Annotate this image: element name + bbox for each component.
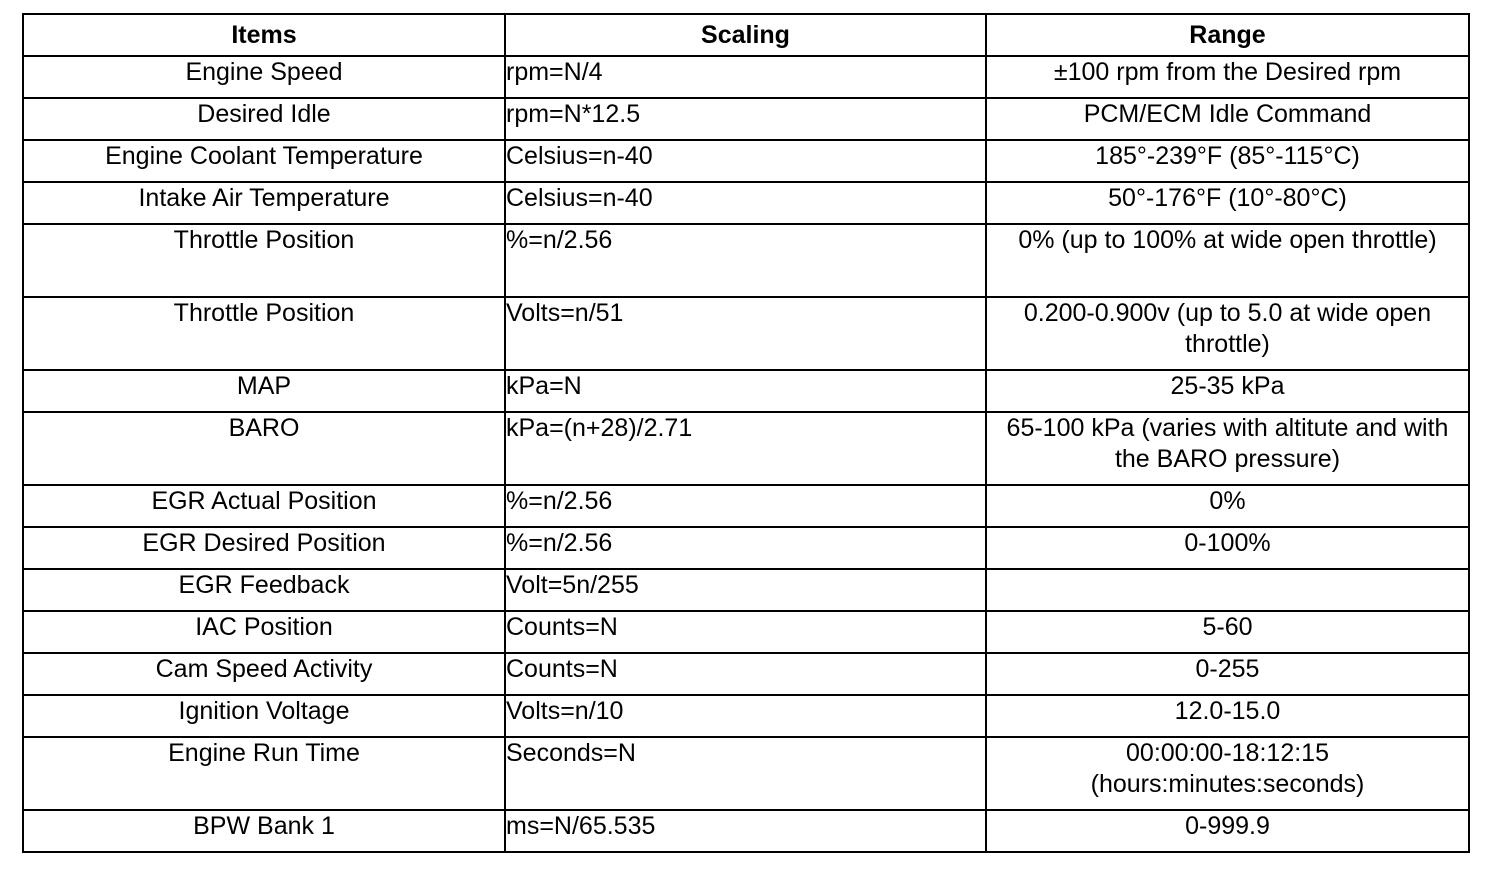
- range-cell: 0.200-0.900v (up to 5.0 at wide open throttle): [986, 297, 1469, 370]
- table-row: [23, 737, 1469, 810]
- scaling-cell: Counts=N: [505, 611, 986, 653]
- range-cell: [986, 569, 1469, 611]
- table-row: [23, 98, 1469, 140]
- scaling-cell: rpm=N*12.5: [505, 98, 986, 140]
- item-cell: Ignition Voltage: [23, 695, 505, 737]
- scaling-cell: Seconds=N: [505, 737, 986, 810]
- table-row: [23, 653, 1469, 695]
- item-cell: Engine Coolant Temperature: [23, 140, 505, 182]
- scaling-cell: Counts=N: [505, 653, 986, 695]
- table-row: [23, 297, 1469, 370]
- range-cell: 185°-239°F (85°-115°C): [986, 140, 1469, 182]
- scaling-cell: Volt=5n/255: [505, 569, 986, 611]
- scaling-cell: Celsius=n-40: [505, 182, 986, 224]
- range-cell: 25-35 kPa: [986, 370, 1469, 412]
- item-cell: Intake Air Temperature: [23, 182, 505, 224]
- scaling-cell: Celsius=n-40: [505, 140, 986, 182]
- table-row: [23, 485, 1469, 527]
- item-cell: BARO: [23, 412, 505, 485]
- range-cell: 0%: [986, 485, 1469, 527]
- range-cell: 0-255: [986, 653, 1469, 695]
- table-row: [23, 527, 1469, 569]
- range-cell: 0% (up to 100% at wide open throttle): [986, 224, 1469, 297]
- scaling-cell: %=n/2.56: [505, 527, 986, 569]
- table-header-row: [23, 14, 1469, 56]
- range-cell: ±100 rpm from the Desired rpm: [986, 56, 1469, 98]
- item-cell: Throttle Position: [23, 224, 505, 297]
- header-scaling: Scaling: [505, 14, 986, 56]
- range-cell: 65-100 kPa (varies with altitute and with the BARO pressure): [986, 412, 1469, 485]
- table-row: [23, 224, 1469, 297]
- scaling-cell: %=n/2.56: [505, 224, 986, 297]
- item-cell: EGR Desired Position: [23, 527, 505, 569]
- scan-data-table: [22, 13, 1470, 853]
- scaling-cell: %=n/2.56: [505, 485, 986, 527]
- range-cell: 12.0-15.0: [986, 695, 1469, 737]
- item-cell: Desired Idle: [23, 98, 505, 140]
- item-cell: IAC Position: [23, 611, 505, 653]
- scaling-cell: kPa=(n+28)/2.71: [505, 412, 986, 485]
- range-cell: 0-100%: [986, 527, 1469, 569]
- scaling-cell: Volts=n/51: [505, 297, 986, 370]
- scaling-cell: rpm=N/4: [505, 56, 986, 98]
- scaling-cell: ms=N/65.535: [505, 810, 986, 852]
- item-cell: EGR Actual Position: [23, 485, 505, 527]
- range-cell: 0-999.9: [986, 810, 1469, 852]
- range-cell: 50°-176°F (10°-80°C): [986, 182, 1469, 224]
- table-row: [23, 56, 1469, 98]
- table-row: [23, 370, 1469, 412]
- table-row: [23, 412, 1469, 485]
- item-cell: EGR Feedback: [23, 569, 505, 611]
- table-row: [23, 569, 1469, 611]
- table-row: [23, 695, 1469, 737]
- table-row: [23, 182, 1469, 224]
- header-range: Range: [986, 14, 1469, 56]
- table-row: [23, 140, 1469, 182]
- range-cell: 5-60: [986, 611, 1469, 653]
- item-cell: Cam Speed Activity: [23, 653, 505, 695]
- item-cell: MAP: [23, 370, 505, 412]
- item-cell: BPW Bank 1: [23, 810, 505, 852]
- range-cell: 00:00:00-18:12:15 (hours:minutes:seconds): [986, 737, 1469, 810]
- item-cell: Engine Run Time: [23, 737, 505, 810]
- item-cell: Throttle Position: [23, 297, 505, 370]
- table-row: [23, 810, 1469, 852]
- scaling-cell: Volts=n/10: [505, 695, 986, 737]
- scaling-cell: kPa=N: [505, 370, 986, 412]
- range-cell: PCM/ECM Idle Command: [986, 98, 1469, 140]
- header-items: Items: [23, 14, 505, 56]
- item-cell: Engine Speed: [23, 56, 505, 98]
- table-row: [23, 611, 1469, 653]
